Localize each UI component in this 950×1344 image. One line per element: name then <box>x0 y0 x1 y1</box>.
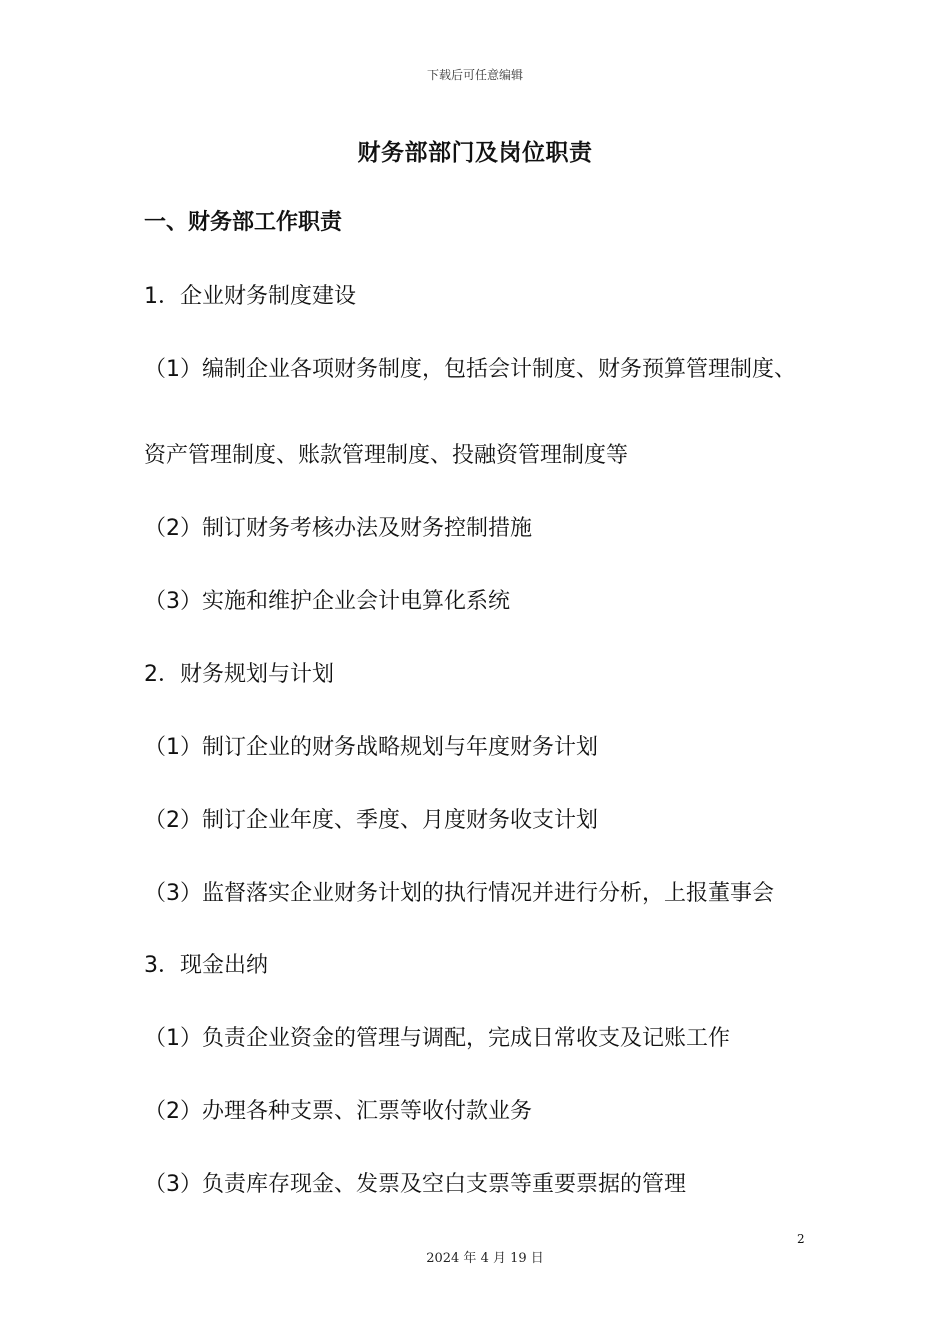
list-item-continuation: 资产管理制度、账款管理制度、投融资管理制度等 <box>144 443 629 468</box>
header-note: 下载后可任意编辑 <box>426 68 523 82</box>
list-item: （2）制订财务考核办法及财务控制措施 <box>144 516 532 541</box>
page-number: 2 <box>797 1232 805 1246</box>
list-item: （1）制订企业的财务战略规划与年度财务计划 <box>144 735 598 760</box>
list-item: （3）负责库存现金、发票及空白支票等重要票据的管理 <box>144 1172 686 1197</box>
subsection-heading: 2．财务规划与计划 <box>144 662 334 687</box>
list-item: （2）办理各种支票、汇票等收付款业务 <box>144 1099 532 1124</box>
list-item: （3）实施和维护企业会计电算化系统 <box>144 589 510 614</box>
subsection-heading: 3．现金出纳 <box>144 953 268 978</box>
section-heading: 一、财务部工作职责 <box>144 210 343 235</box>
document-title: 财务部部门及岗位职责 <box>357 140 593 166</box>
list-item: （3）监督落实企业财务计划的执行情况并进行分析，上报董事会 <box>144 881 774 906</box>
list-item: （1）负责企业资金的管理与调配，完成日常收支及记账工作 <box>144 1026 730 1051</box>
list-item: （1）编制企业各项财务制度，包括会计制度、财务预算管理制度、 <box>144 357 796 382</box>
list-item: （2）制订企业年度、季度、月度财务收支计划 <box>144 808 598 833</box>
subsection-heading: 1．企业财务制度建设 <box>144 284 356 309</box>
footer-date: 2024 年 4 月 19 日 <box>426 1251 544 1266</box>
